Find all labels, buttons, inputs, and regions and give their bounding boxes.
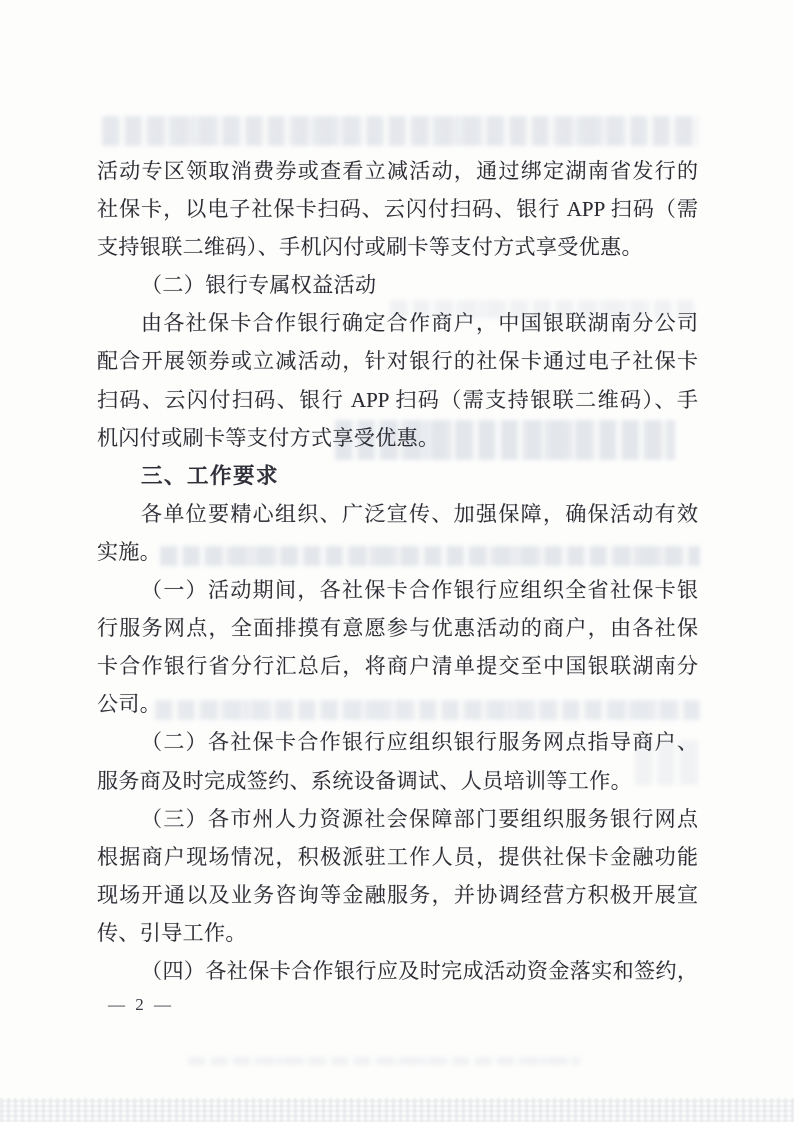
- text-line: 公司。: [97, 692, 162, 717]
- text-line: 现场开通以及业务咨询等金融服务，并协调经营方积极开展宣: [97, 882, 698, 907]
- text-line: （一）活动期间，各社保卡合作银行应组织全省社保卡银: [141, 578, 698, 603]
- text-line: 各单位要精心组织、广泛宣传、加强保障，确保活动有效: [141, 501, 698, 526]
- text-line: 活动专区领取消费券或查看立减活动，通过绑定湖南省发行的: [97, 159, 698, 183]
- subsection-heading: （二）银行专属权益活动: [141, 273, 377, 298]
- text-line: 机闪付或刷卡等支付方式享受优惠。: [97, 425, 440, 450]
- text-line: （三）各市州人力资源社会保障部门要组织服务银行网点: [141, 806, 698, 831]
- text-line: 由各社保卡合作银行确定合作商户，中国银联湖南分公司: [141, 311, 698, 336]
- text-line: （四）各社保卡合作银行应及时完成活动资金落实和签约，: [141, 958, 698, 983]
- bleed-through-artifact: [102, 116, 698, 146]
- text-line: 配合开展领券或立减活动，针对银行的社保卡通过电子社保卡: [97, 349, 698, 374]
- text-line: 行服务网点，全面排摸有意愿参与优惠活动的商户，由各社保: [97, 616, 698, 641]
- section-heading: 三、工作要求: [141, 463, 280, 488]
- text-line: 扫码、云闪付扫码、银行 APP 扫码（需支持银联二维码）、手: [97, 387, 698, 412]
- bleed-through-artifact: [188, 1057, 580, 1065]
- scan-noise-band: [0, 1098, 794, 1122]
- text-line: （二）各社保卡合作银行应组织银行服务网点指导商户、: [141, 730, 698, 755]
- document-body: [97, 152, 698, 990]
- text-line: 支持银联二维码）、手机闪付或刷卡等支付方式享受优惠。: [97, 235, 643, 260]
- text-line: 服务商及时完成签约、系统设备调试、人员培训等工作。: [97, 768, 632, 793]
- text-line: 根据商户现场情况，积极派驻工作人员，提供社保卡金融功能: [97, 844, 698, 869]
- text-line: 卡合作银行省分行汇总后，将商户清单提交至中国银联湖南分: [97, 654, 698, 679]
- page-number: — 2 —: [108, 995, 174, 1014]
- text-line: 传、引导工作。: [97, 920, 247, 945]
- text-line: 社保卡，以电子社保卡扫码、云闪付扫码、银行 APP 扫码（需: [97, 197, 698, 222]
- text-line: 实施。: [97, 539, 162, 564]
